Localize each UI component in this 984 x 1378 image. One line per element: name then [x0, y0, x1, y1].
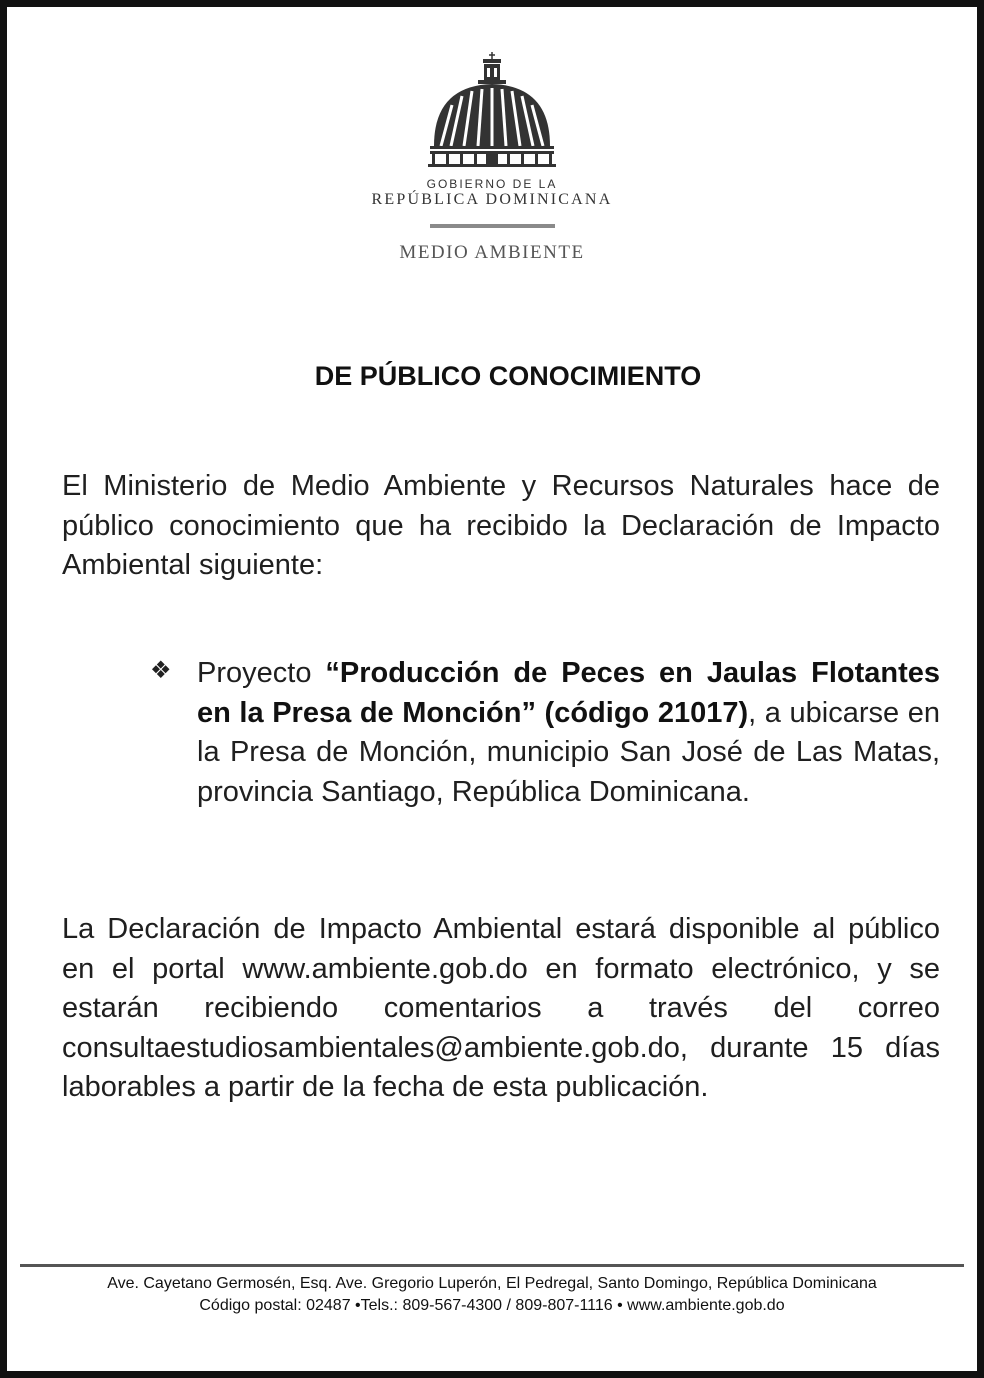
logo-divider	[430, 224, 555, 228]
closing-paragraph: La Declaración de Impacto Ambiental estará disponible al público en el portal www.ambiente.gob.do en formato electrónico, y se estarán recibiendo comentarios a través del correo consultaestudiosambientales@ambiente.gob.do, durante 15 días laborables a partir de la fecha de esta publicación.	[62, 913, 940, 1103]
notice-title: DE PÚBLICO CONOCIMIENTO	[314, 361, 702, 391]
footer-address: Ave. Cayetano Germosén, Esq. Ave. Gregorio Luperón, El Pedregal, Santo Domingo, República Dominicana	[107, 1275, 877, 1292]
project-location: , a ubicarse en la Presa de Monción, municipio San José de Las Matas, provincia Santiago, República Dominicana.	[197, 696, 940, 808]
logo-government-label: GOBIERNO DE LA	[426, 177, 558, 191]
logo-country-label: REPÚBLICA DOMINICANA	[371, 191, 613, 208]
government-seal-logo	[420, 50, 564, 172]
intro-paragraph: El Ministerio de Medio Ambiente y Recursos Naturales hace de público conocimiento que ha recibido la Declaración de Impacto Ambiental siguiente:	[62, 470, 940, 581]
logo-ministry-label: MEDIO AMBIENTE	[399, 242, 585, 263]
footer-divider	[20, 1264, 964, 1267]
diamond-bullet-icon: ❖	[150, 657, 172, 684]
footer-contact: Código postal: 02487 •Tels.: 809-567-4300 / 809-807-1116 • www.ambiente.gob.do	[199, 1297, 785, 1314]
project-prefix: Proyecto	[197, 657, 326, 689]
project-name: “Producción de Peces en Jaulas Flotantes en la Presa de Monción” (código 21017)	[197, 657, 941, 729]
project-item	[197, 654, 940, 812]
